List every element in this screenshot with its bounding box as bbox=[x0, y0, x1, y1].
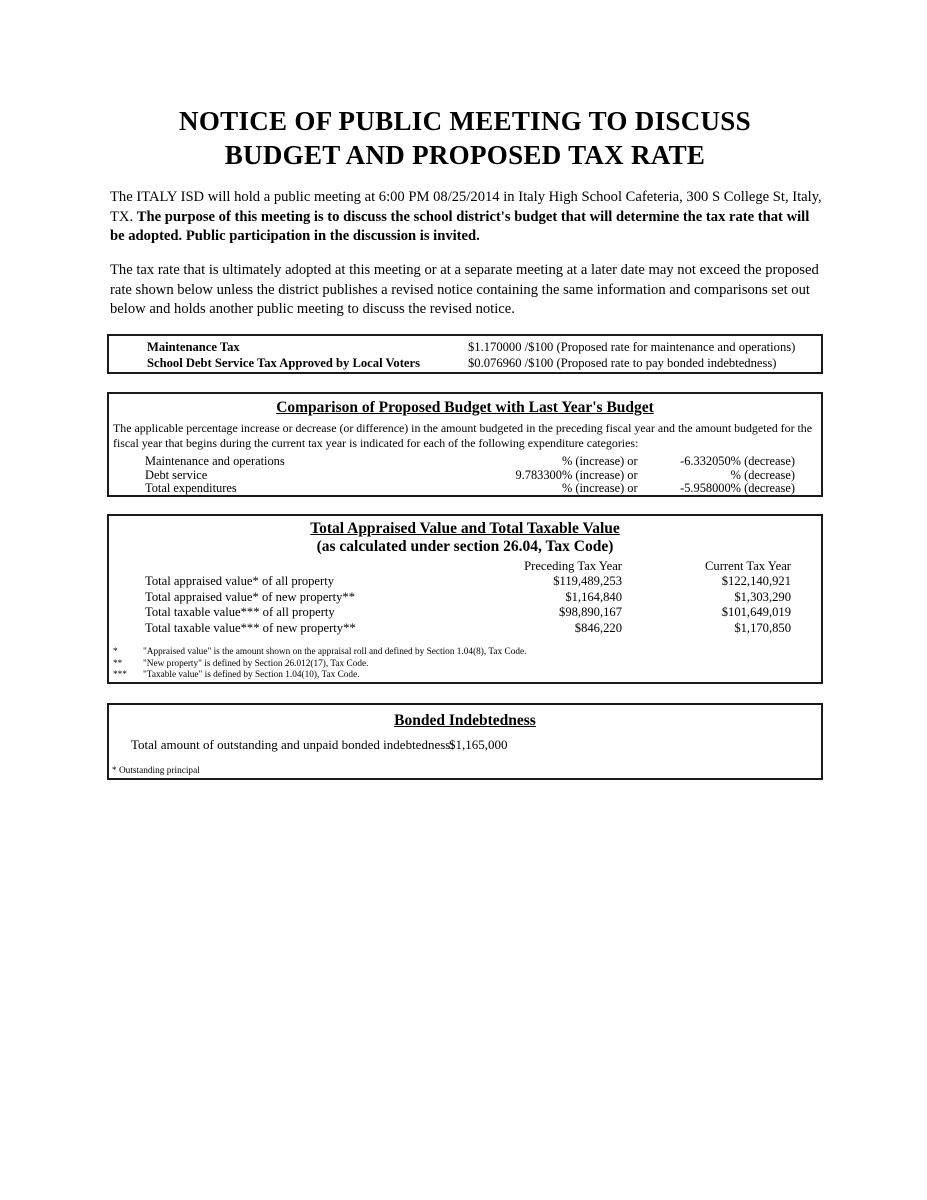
appraised-row-preceding: $98,890,167 bbox=[559, 605, 622, 620]
footnote-text: "Appraised value" is the amount shown on the appraisal roll and defined by Section 1.04(8), Tax Code. bbox=[143, 647, 527, 658]
appraised-value-box bbox=[107, 514, 823, 684]
comparison-decrease: % (decrease) bbox=[730, 467, 795, 482]
debt-service-tax-label: School Debt Service Tax Approved by Local Voters bbox=[147, 356, 421, 370]
bonded-heading: Bonded Indebtedness bbox=[394, 712, 536, 729]
table-row bbox=[109, 590, 821, 605]
appraised-row-current: $1,170,850 bbox=[734, 620, 791, 635]
footnote-text: "Taxable value" is defined by Section 1.04(10), Tax Code. bbox=[143, 670, 360, 681]
table-row bbox=[109, 621, 821, 636]
tax-rate-paragraph: The tax rate that is ultimately adopted at this meeting or at a separate meeting at a later date may not exceed the proposed rate shown below unless the district publishes a revised notice containing the same information and comparisons set out below and holds another public meeting to discuss the revised notice. bbox=[110, 262, 819, 318]
debt-service-tax-value: $0.076960 /$100 (Proposed rate to pay bonded indebtedness) bbox=[468, 356, 777, 370]
table-row bbox=[109, 482, 821, 496]
appraised-header-spacer bbox=[109, 559, 462, 574]
bonded-footnote: * Outstanding principal bbox=[112, 766, 200, 776]
appraised-row-label: Total taxable value*** of all property bbox=[145, 605, 335, 620]
comparison-heading: Comparison of Proposed Budget with Last Year's Budget bbox=[276, 399, 654, 416]
comparison-table bbox=[109, 455, 821, 496]
meeting-notice-plain: The ITALY ISD will hold a public meeting at 6:00 PM 08/25/2014 in Italy High School Cafeteria, 300 S College St, Italy, TX. bbox=[110, 189, 822, 225]
appraised-row-current: $122,140,921 bbox=[721, 574, 791, 589]
table-row bbox=[109, 356, 821, 372]
footnote-marker: * bbox=[113, 647, 118, 658]
meeting-notice-emphasis: The purpose of this meeting is to discuss the school district's budget that will determine the tax rate that will be adopted. Public participation in the discussion is invited. bbox=[110, 208, 810, 245]
comparison-increase: % (increase) or bbox=[561, 454, 638, 468]
comparison-category: Debt service bbox=[145, 467, 208, 482]
table-row bbox=[109, 455, 821, 469]
comparison-decrease: -6.332050% (decrease) bbox=[680, 454, 795, 468]
comparison-increase: 9.783300% (increase) or bbox=[515, 467, 638, 482]
table-row bbox=[109, 737, 821, 754]
meeting-notice-paragraph bbox=[110, 188, 824, 247]
comparison-increase: % (increase) or bbox=[561, 481, 638, 496]
table-row bbox=[109, 574, 821, 589]
appraised-row-preceding: $846,220 bbox=[574, 620, 622, 635]
table-row bbox=[109, 340, 821, 356]
budget-comparison-box bbox=[107, 392, 823, 497]
bonded-total-label: Total amount of outstanding and unpaid bonded indebtedness: bbox=[131, 737, 454, 752]
bonded-total-value: $1,165,000 bbox=[449, 737, 508, 752]
comparison-decrease: -5.958000% (decrease) bbox=[680, 481, 795, 496]
appraised-row-current: $101,649,019 bbox=[721, 605, 791, 620]
table-row bbox=[109, 605, 821, 620]
footnote-item bbox=[113, 670, 821, 682]
title-line-1: NOTICE OF PUBLIC MEETING TO DISCUSS bbox=[179, 106, 751, 136]
appraised-row-current: $1,303,290 bbox=[734, 589, 791, 604]
appraised-subheading: (as calculated under section 26.04, Tax Code) bbox=[316, 538, 614, 555]
appraised-heading: Total Appraised Value and Total Taxable Value bbox=[310, 520, 620, 537]
appraised-row-preceding: $1,164,840 bbox=[565, 589, 622, 604]
title-line-2: BUDGET AND PROPOSED TAX RATE bbox=[224, 140, 706, 170]
maintenance-tax-label: Maintenance Tax bbox=[147, 340, 240, 354]
footnote-marker: ** bbox=[113, 658, 123, 669]
column-header-preceding-tax-year: Preceding Tax Year bbox=[524, 559, 622, 573]
comparison-intro-text: The applicable percentage increase or decrease (or difference) in the amount budgeted in the preceding fiscal year and the amount budgeted for the fiscal year that begins during the current tax year is indicated for each of the following expenditure categories: bbox=[113, 421, 813, 450]
tax-rates-box bbox=[107, 334, 823, 374]
footnote-item bbox=[113, 647, 821, 659]
appraised-row-preceding: $119,489,253 bbox=[553, 574, 622, 589]
appraised-row-label: Total taxable value*** of new property** bbox=[145, 620, 356, 635]
footnote-item bbox=[113, 659, 821, 671]
appraised-row-label: Total appraised value* of all property bbox=[145, 574, 335, 589]
appraised-row-label: Total appraised value* of new property** bbox=[145, 589, 355, 604]
comparison-category: Total expenditures bbox=[145, 481, 237, 496]
appraised-footnotes bbox=[109, 647, 821, 682]
footnote-marker: *** bbox=[113, 670, 127, 681]
page-title bbox=[107, 104, 823, 172]
bonded-indebtedness-box bbox=[107, 703, 823, 780]
table-header-row bbox=[109, 559, 821, 574]
table-row bbox=[109, 469, 821, 483]
comparison-category: Maintenance and operations bbox=[145, 454, 285, 468]
appraised-table bbox=[109, 559, 821, 636]
maintenance-tax-value: $1.170000 /$100 (Proposed rate for maintenance and operations) bbox=[468, 340, 796, 354]
column-header-current-tax-year: Current Tax Year bbox=[705, 559, 791, 573]
footnote-text: "New property" is defined by Section 26.012(17), Tax Code. bbox=[143, 658, 369, 669]
